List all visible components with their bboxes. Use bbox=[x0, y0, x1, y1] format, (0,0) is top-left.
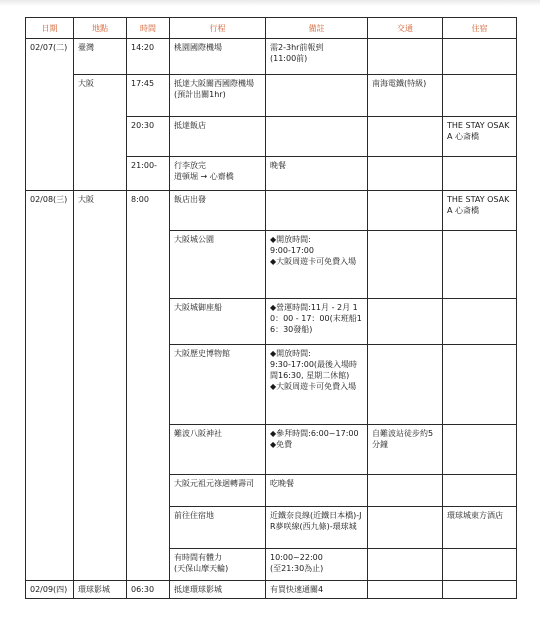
notes-cell: ◆營運時間:11月 - 2月 10：00 - 17：00(末班船16：30發船) bbox=[266, 299, 368, 345]
time-cell: 06:30 bbox=[127, 581, 170, 599]
table-row bbox=[26, 581, 517, 599]
header-notes: 備註 bbox=[266, 18, 368, 39]
itinerary-table bbox=[25, 17, 517, 599]
place-cell: 臺灣 bbox=[74, 39, 127, 75]
transport-cell bbox=[368, 507, 443, 549]
transport-cell bbox=[368, 39, 443, 75]
itinerary-cell: 大阪城御座船 bbox=[170, 299, 266, 345]
date-cell: 02/09(四) bbox=[26, 581, 74, 599]
notes-cell bbox=[266, 75, 368, 117]
time-cell: 14:20 bbox=[127, 39, 170, 75]
place-cell: 大阪 bbox=[74, 191, 127, 581]
header-place: 地點 bbox=[74, 18, 127, 39]
itinerary-cell: 行李放完 道頓堀 → 心齋橋 bbox=[170, 157, 266, 191]
notes-cell: 近鐵奈良線(近鐵日本橋)-JR夢咲線(西九條)-環球城 bbox=[266, 507, 368, 549]
lodging-cell bbox=[443, 345, 517, 425]
transport-cell bbox=[368, 475, 443, 507]
itinerary-cell: 抵達環球影城 bbox=[170, 581, 266, 599]
lodging-cell bbox=[443, 75, 517, 117]
transport-cell bbox=[368, 581, 443, 599]
lodging-cell bbox=[443, 581, 517, 599]
transport-cell: 南海電鐵(特級) bbox=[368, 75, 443, 117]
itinerary-cell: 桃園國際機場 bbox=[170, 39, 266, 75]
table-row bbox=[26, 39, 517, 75]
header-row bbox=[26, 18, 517, 39]
notes-cell bbox=[266, 117, 368, 157]
notes-cell: 有買快速通關4 bbox=[266, 581, 368, 599]
transport-cell bbox=[368, 549, 443, 581]
itinerary-cell: 抵達飯店 bbox=[170, 117, 266, 157]
header-transport: 交通 bbox=[368, 18, 443, 39]
table-row bbox=[26, 75, 517, 117]
transport-cell bbox=[368, 157, 443, 191]
notes-cell: 晚餐 bbox=[266, 157, 368, 191]
lodging-cell bbox=[443, 425, 517, 475]
time-cell: 21:00- bbox=[127, 157, 170, 191]
itinerary-cell: 大阪城公園 bbox=[170, 231, 266, 299]
transport-cell bbox=[368, 191, 443, 231]
time-cell: 20:30 bbox=[127, 117, 170, 157]
notes-cell bbox=[266, 191, 368, 231]
itinerary-cell: 飯店出發 bbox=[170, 191, 266, 231]
place-cell: 環球影城 bbox=[74, 581, 127, 599]
notes-cell: 吃晚餐 bbox=[266, 475, 368, 507]
transport-cell bbox=[368, 231, 443, 299]
lodging-cell bbox=[443, 231, 517, 299]
notes-cell: 10:00~22:00 (至21:30為止) bbox=[266, 549, 368, 581]
lodging-cell: THE STAY OSAKA 心斎橋 bbox=[443, 117, 517, 157]
header-date: 日期 bbox=[26, 18, 74, 39]
lodging-cell bbox=[443, 299, 517, 345]
transport-cell bbox=[368, 299, 443, 345]
place-cell: 大阪 bbox=[74, 75, 127, 191]
time-cell: 8:00 bbox=[127, 191, 170, 581]
time-cell: 17:45 bbox=[127, 75, 170, 117]
lodging-cell: 環球城東方酒店 bbox=[443, 507, 517, 549]
lodging-cell bbox=[443, 549, 517, 581]
itinerary-cell: 前往住宿地 bbox=[170, 507, 266, 549]
lodging-cell bbox=[443, 157, 517, 191]
lodging-cell bbox=[443, 475, 517, 507]
itinerary-cell: 難波八阪神社 bbox=[170, 425, 266, 475]
transport-cell: 自難波站徒步約5分鐘 bbox=[368, 425, 443, 475]
header-itinerary: 行程 bbox=[170, 18, 266, 39]
notes-cell: ◆開放時間: 9:00-17:00 ◆大阪周遊卡可免費入場 bbox=[266, 231, 368, 299]
lodging-cell: THE STAY OSAKA 心斎橋 bbox=[443, 191, 517, 231]
itinerary-cell: 大阪元祖元祿迴轉壽司 bbox=[170, 475, 266, 507]
table-row bbox=[26, 191, 517, 231]
notes-cell: ◆開放時間: 9:30-17:00(最後入場時間16:30, 星期二休館) ◆大阪周遊卡可免費入場 bbox=[266, 345, 368, 425]
date-cell: 02/07(二) bbox=[26, 39, 74, 191]
date-cell: 02/08(三) bbox=[26, 191, 74, 581]
itinerary-cell: 大阪歷史博物館 bbox=[170, 345, 266, 425]
lodging-cell bbox=[443, 39, 517, 75]
notes-cell: 需2-3hr前報到 (11:00前) bbox=[266, 39, 368, 75]
transport-cell bbox=[368, 117, 443, 157]
itinerary-cell: 抵達大阪關西國際機場 (預計出關1hr) bbox=[170, 75, 266, 117]
itinerary-cell: 有時間有體力 (天保山摩天輪) bbox=[170, 549, 266, 581]
top-shadow bbox=[0, 0, 540, 6]
header-lodging: 住宿 bbox=[443, 18, 517, 39]
transport-cell bbox=[368, 345, 443, 425]
header-time: 時間 bbox=[127, 18, 170, 39]
notes-cell: ◆參拜時間:6:00~17:00 ◆免費 bbox=[266, 425, 368, 475]
